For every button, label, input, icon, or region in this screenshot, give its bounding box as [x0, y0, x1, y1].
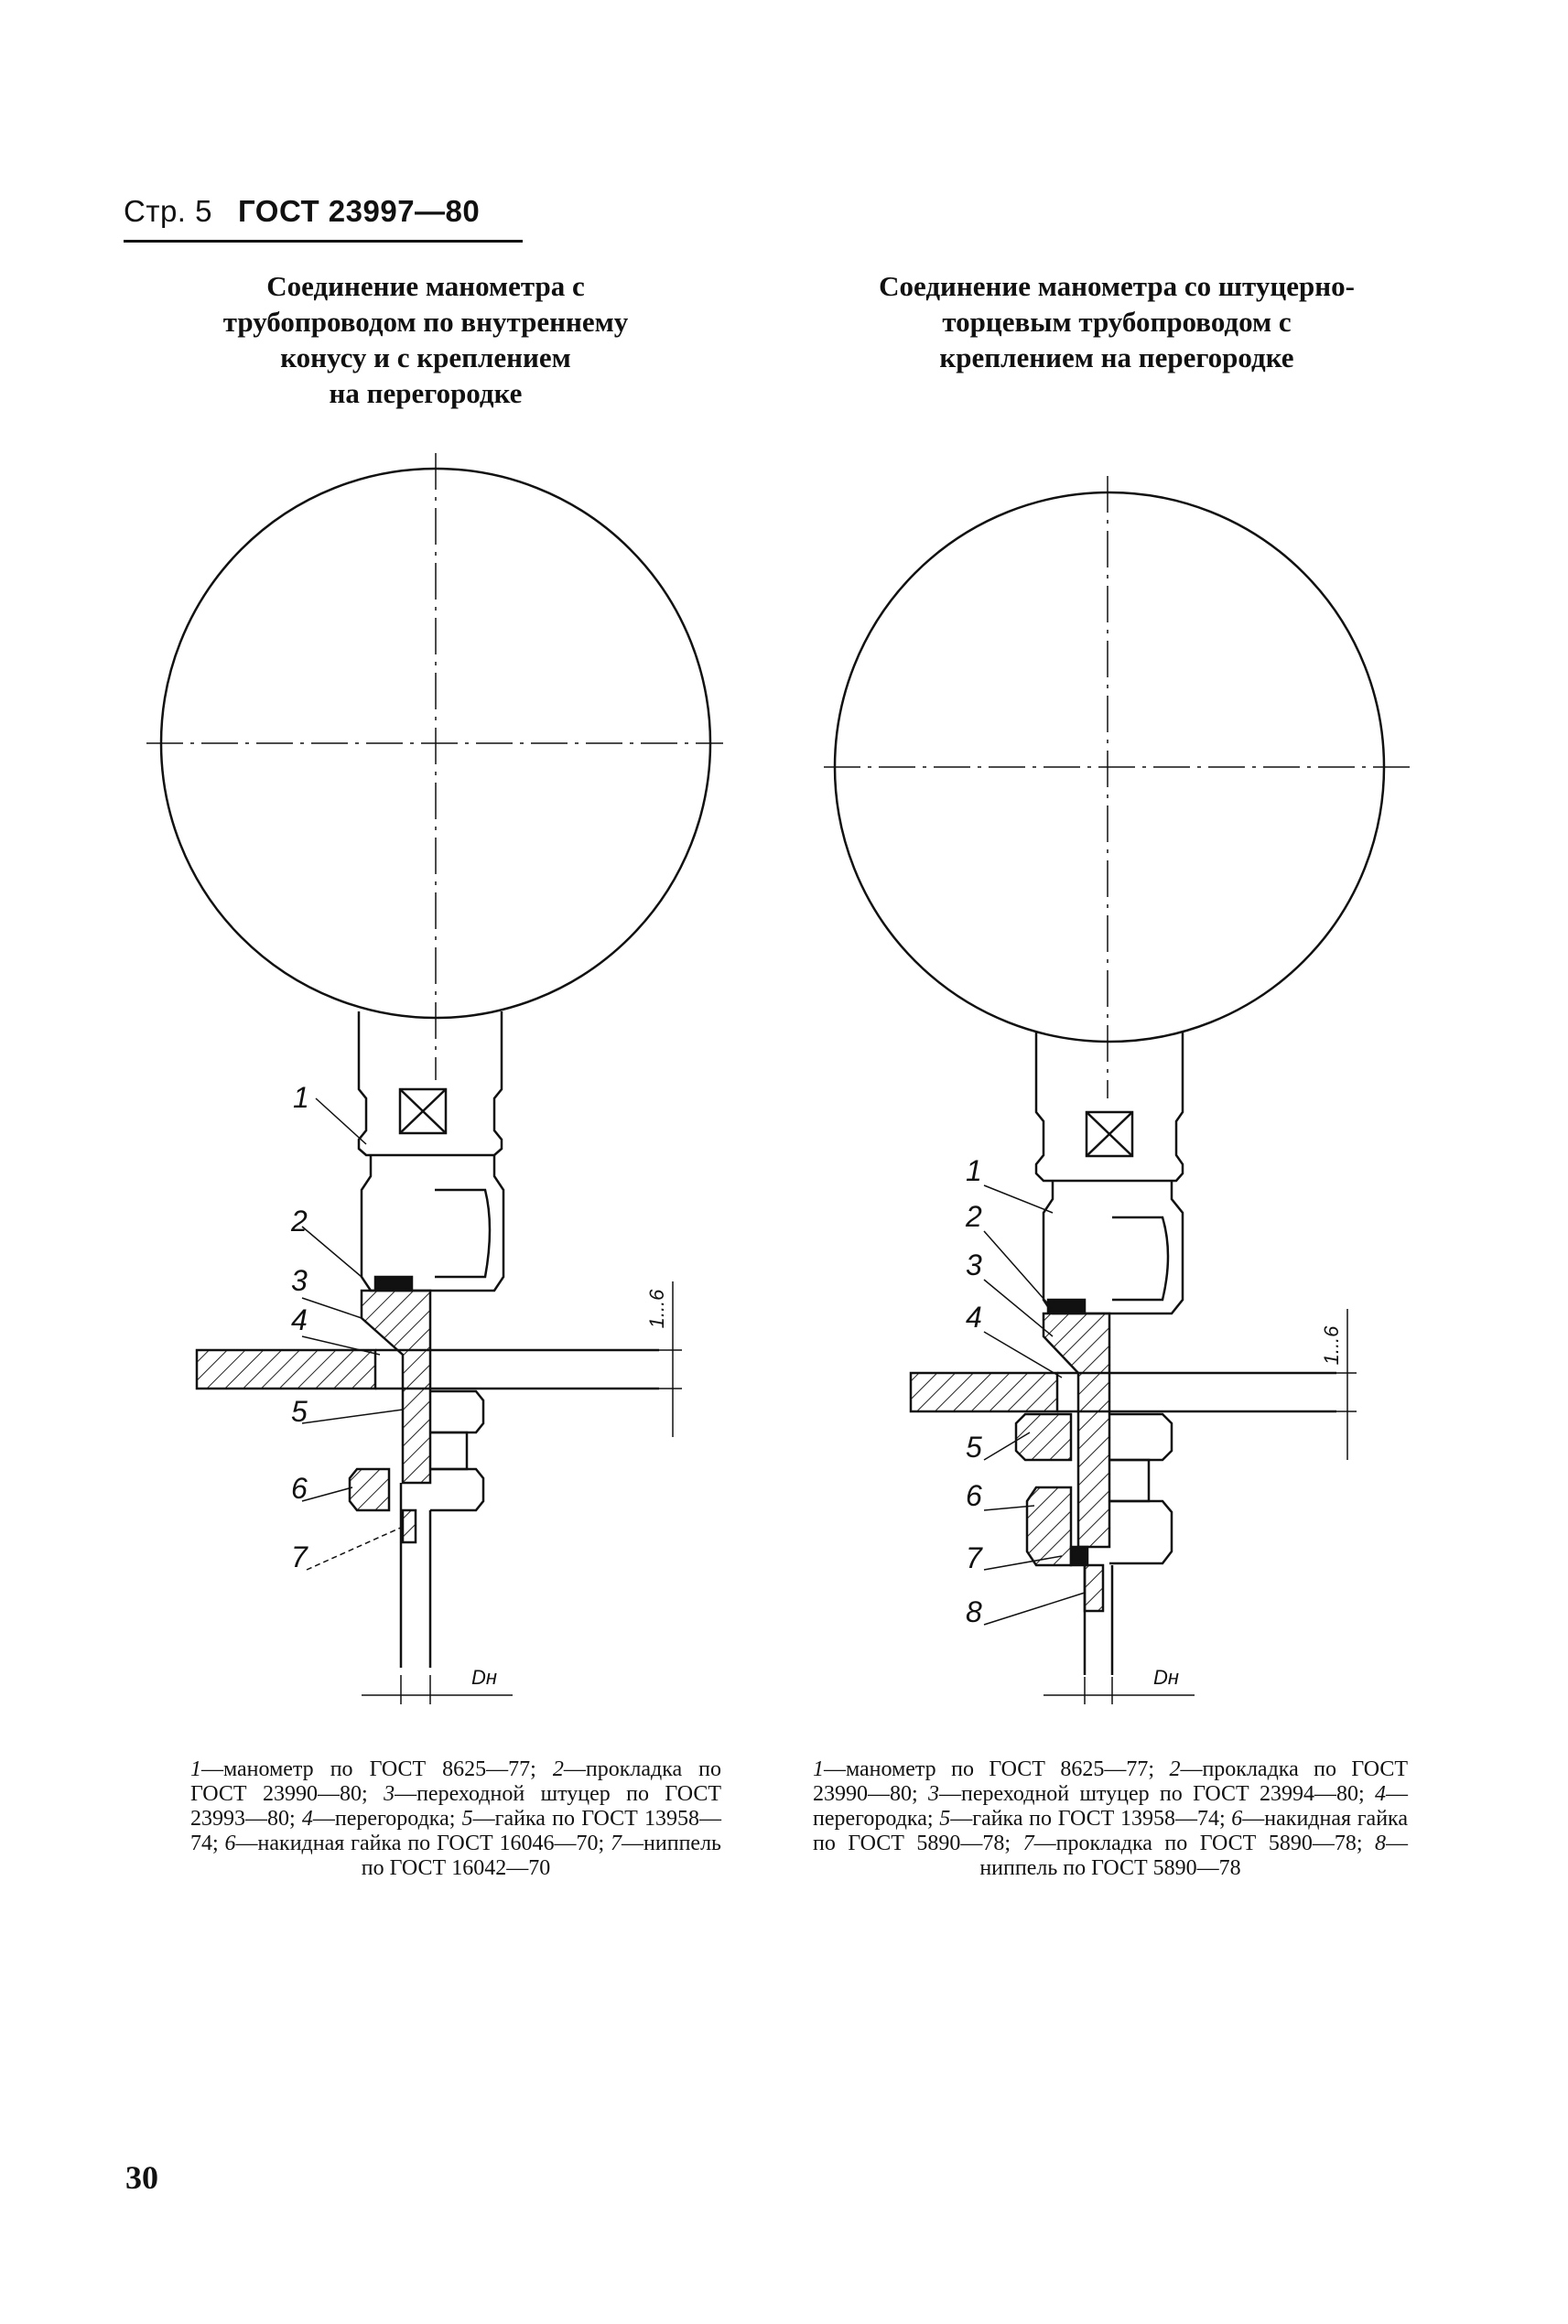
lock-nut [430, 1391, 483, 1432]
gasket [1048, 1300, 1085, 1313]
caption-number: 7 [611, 1832, 622, 1855]
caption-number: 4 [301, 1807, 313, 1831]
cap-nut [1109, 1501, 1172, 1563]
partition-wall [197, 1350, 375, 1389]
left-technical-drawing [0, 0, 787, 1739]
callout-label: 5 [966, 1431, 982, 1464]
caption-text: —перегородка; [312, 1807, 462, 1831]
callout-label: 2 [291, 1205, 308, 1238]
page-number: 30 [125, 2159, 158, 2196]
page-label: Стр. 5 [124, 194, 212, 228]
title-line: торцевым трубопроводом с [942, 306, 1292, 338]
caption-text: —манометр по ГОСТ 8625—77; [824, 1757, 1170, 1781]
caption-text: —прокладка по ГОСТ 23990—80; [190, 1757, 721, 1806]
title-line: конусу и с креплением [280, 341, 571, 373]
caption-number: 2 [552, 1757, 564, 1781]
caption-number: 2 [1169, 1757, 1181, 1781]
union-nut [1044, 1181, 1183, 1313]
caption-number: 1 [190, 1757, 201, 1781]
callout-label: 7 [966, 1541, 982, 1574]
caption-text: —перегородка; [813, 1782, 1408, 1831]
caption-number: 5 [939, 1807, 951, 1831]
caption-number: 7 [1022, 1832, 1034, 1855]
caption-text: —прокладка по ГОСТ 23990—80; [813, 1757, 1408, 1806]
callout-label: 1 [293, 1081, 309, 1114]
caption-text: —переходной штуцер по ГОСТ 23994—80; [939, 1782, 1375, 1806]
caption-text: —гайка по ГОСТ 13958—74; [950, 1807, 1232, 1831]
standard-number: ГОСТ 23997—80 [238, 194, 481, 228]
caption-text: —ниппель по ГОСТ 16042—70 [361, 1832, 721, 1880]
callout-label: 1 [966, 1154, 982, 1187]
callout-label: 6 [291, 1472, 308, 1505]
callout-label: 6 [966, 1479, 982, 1512]
title-line: трубопроводом по внутреннему [222, 306, 629, 338]
caption-text: —манометр по ГОСТ 8625—77; [201, 1757, 553, 1781]
caption-number: 6 [1231, 1807, 1243, 1831]
title-line: Соединение манометра со штуцерно- [879, 270, 1355, 302]
caption-text: —накидная гайка по ГОСТ 5890—78; [813, 1807, 1409, 1855]
title-line: креплением на перегородке [939, 341, 1294, 373]
caption-number: 8 [1375, 1832, 1387, 1855]
caption-text: —прокладка по ГОСТ 5890—78; [1033, 1832, 1376, 1855]
caption-number: 3 [384, 1782, 395, 1806]
callout-label: 7 [291, 1540, 308, 1573]
caption-number: 3 [928, 1782, 939, 1806]
right-technical-drawing [787, 0, 1568, 1739]
callout-label: 4 [291, 1303, 308, 1336]
dimension-diameter-label: Dн [1153, 1666, 1179, 1689]
callout-label: 5 [291, 1395, 308, 1428]
caption-text: —ниппель по ГОСТ 5890—78 [979, 1832, 1409, 1880]
title-line: на перегородке [329, 377, 523, 409]
callout-label: 4 [966, 1301, 982, 1334]
right-figure-caption [813, 1757, 1408, 1881]
callout-label: 8 [966, 1595, 982, 1628]
caption-number: 6 [224, 1832, 236, 1855]
lock-nut [1109, 1414, 1172, 1460]
gauge-stem [1036, 1032, 1183, 1181]
dimension-gap-label: 1...6 [1320, 1325, 1343, 1366]
left-figure-caption [190, 1757, 721, 1881]
caption-number: 4 [1375, 1782, 1386, 1806]
gasket [375, 1277, 412, 1290]
union-nut [362, 1155, 503, 1291]
cap-nut [430, 1469, 483, 1510]
partition-wall [911, 1373, 1057, 1411]
caption-number: 1 [813, 1757, 824, 1781]
title-line: Соединение манометра с [266, 270, 585, 302]
caption-text: —переходной штуцер по ГОСТ 23993—80; [190, 1782, 722, 1831]
dimension-gap-label: 1...6 [645, 1289, 668, 1329]
dimension-diameter-label: Dн [471, 1666, 497, 1689]
callout-label: 3 [291, 1264, 308, 1297]
caption-text: —гайка по ГОСТ 13958—74; [190, 1807, 721, 1855]
callout-label: 3 [966, 1248, 982, 1281]
callout-label: 2 [966, 1200, 982, 1233]
caption-text: —накидная гайка по ГОСТ 16046—70; [235, 1832, 611, 1855]
caption-number: 5 [461, 1807, 473, 1831]
